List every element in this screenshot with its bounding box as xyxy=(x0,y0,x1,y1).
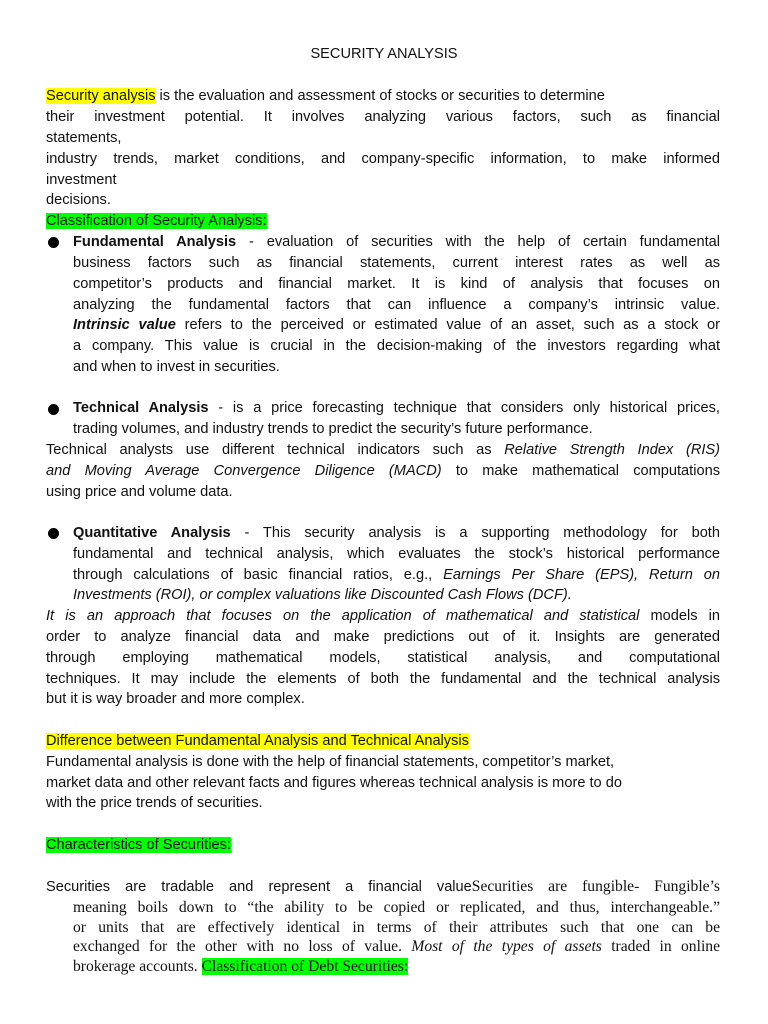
difference-line-3: with the price trends of securities. xyxy=(46,795,263,811)
technical-line-2: trading volumes, and industry trends to predict the security’s future performance. xyxy=(73,421,593,437)
fundamental-line-4: analyzing the fundamental factors that can influence a company’s intrinsic value. xyxy=(73,297,720,313)
characteristics-line-4: exchanged for the other with no loss of value. Most of the types of assets traded in online xyxy=(73,938,720,955)
fundamental-line-6: a company. This value is crucial in the decision-making of the investors regarding what xyxy=(73,338,720,354)
characteristics-line-3: or units that are effectively identical in terms of their attributes such that one can be xyxy=(73,919,720,936)
technical-line-5: using price and volume data. xyxy=(46,484,233,500)
difference-line-2: market data and other relevant facts and figures whereas technical analysis is more to do xyxy=(46,775,622,791)
bullet-icon xyxy=(48,237,59,248)
page-title: SECURITY ANALYSIS xyxy=(310,46,458,62)
quantitative-line-5: It is an approach that focuses on the application of mathematical and statistical models in xyxy=(46,608,720,624)
technical-line-4: and Moving Average Convergence Diligence (MACD) to make mathematical computations xyxy=(46,463,720,479)
intro-line-2: their investment potential. It involves analyzing various factors, such as financial xyxy=(46,109,720,125)
fundamental-line-7: and when to invest in securities. xyxy=(73,359,280,375)
bullet-icon xyxy=(48,404,59,415)
classification-heading: Classification of Security Analysis: xyxy=(46,213,267,229)
quantitative-line-1: Quantitative Analysis - This security analysis is a supporting methodology for both xyxy=(73,525,720,541)
characteristics-line-1: Securities are tradable and represent a financial valueSecurities are fungible- Fungible’s xyxy=(46,878,721,895)
difference-heading: Difference between Fundamental Analysis and Technical Analysis xyxy=(46,733,469,749)
quantitative-line-2: fundamental and technical analysis, which evaluates the stock’s historical performance xyxy=(73,546,720,562)
quantitative-line-7: through employing mathematical models, statistical analysis, and computational xyxy=(46,650,720,666)
difference-line-1: Fundamental analysis is done with the help of financial statements, competitor’s market, xyxy=(46,754,615,770)
characteristics-heading: Characteristics of Securities: xyxy=(46,837,231,853)
intro-line-4: industry trends, market conditions, and company-specific information, to make informed xyxy=(46,151,720,167)
quantitative-line-4: Investments (ROI), or complex valuations like Discounted Cash Flows (DCF). xyxy=(73,587,572,603)
fundamental-line-5: Intrinsic value refers to the perceived or estimated value of an asset, such as a stock or xyxy=(73,317,721,333)
technical-line-1: Technical Analysis - is a price forecasting technique that considers only historical prices, xyxy=(73,400,720,416)
debt-securities-heading: Classification of Debt Securities: xyxy=(201,958,409,975)
technical-line-3: Technical analysts use different technical indicators such as Relative Strength Index (RIS) xyxy=(46,442,721,458)
characteristics-line-2: meaning boils down to “the ability to be copied or replicated, and thus, interchangeable.” xyxy=(73,899,720,916)
quantitative-line-8: techniques. It may include the elements of both the fundamental and the technical analysis xyxy=(46,671,720,687)
fundamental-line-3: competitor’s products and financial market. It is kind of analysis that focuses on xyxy=(73,276,720,292)
quantitative-line-9: but it is way broader and more complex. xyxy=(46,691,305,707)
intro-line-3: statements, xyxy=(46,130,122,146)
intro-line-5: investment xyxy=(46,172,117,188)
intro-line-6: decisions. xyxy=(46,192,111,208)
fundamental-line-2: business factors such as financial statements, current interest rates as well as xyxy=(73,255,720,271)
fundamental-line-1: Fundamental Analysis - evaluation of securities with the help of certain fundamental xyxy=(73,234,720,250)
characteristics-line-5: brokerage accounts. Classification of Debt Securities: xyxy=(73,958,409,975)
quantitative-line-3: through calculations of basic financial ratios, e.g., Earnings Per Share (EPS), Return on xyxy=(73,567,720,583)
intro-line-1: Security analysis is the evaluation and assessment of stocks or securities to determine xyxy=(46,88,605,104)
quantitative-line-6: order to analyze financial data and make predictions out of it. Insights are generated xyxy=(46,629,720,645)
bullet-icon xyxy=(48,528,59,539)
highlight-security-analysis: Security analysis xyxy=(46,88,156,104)
